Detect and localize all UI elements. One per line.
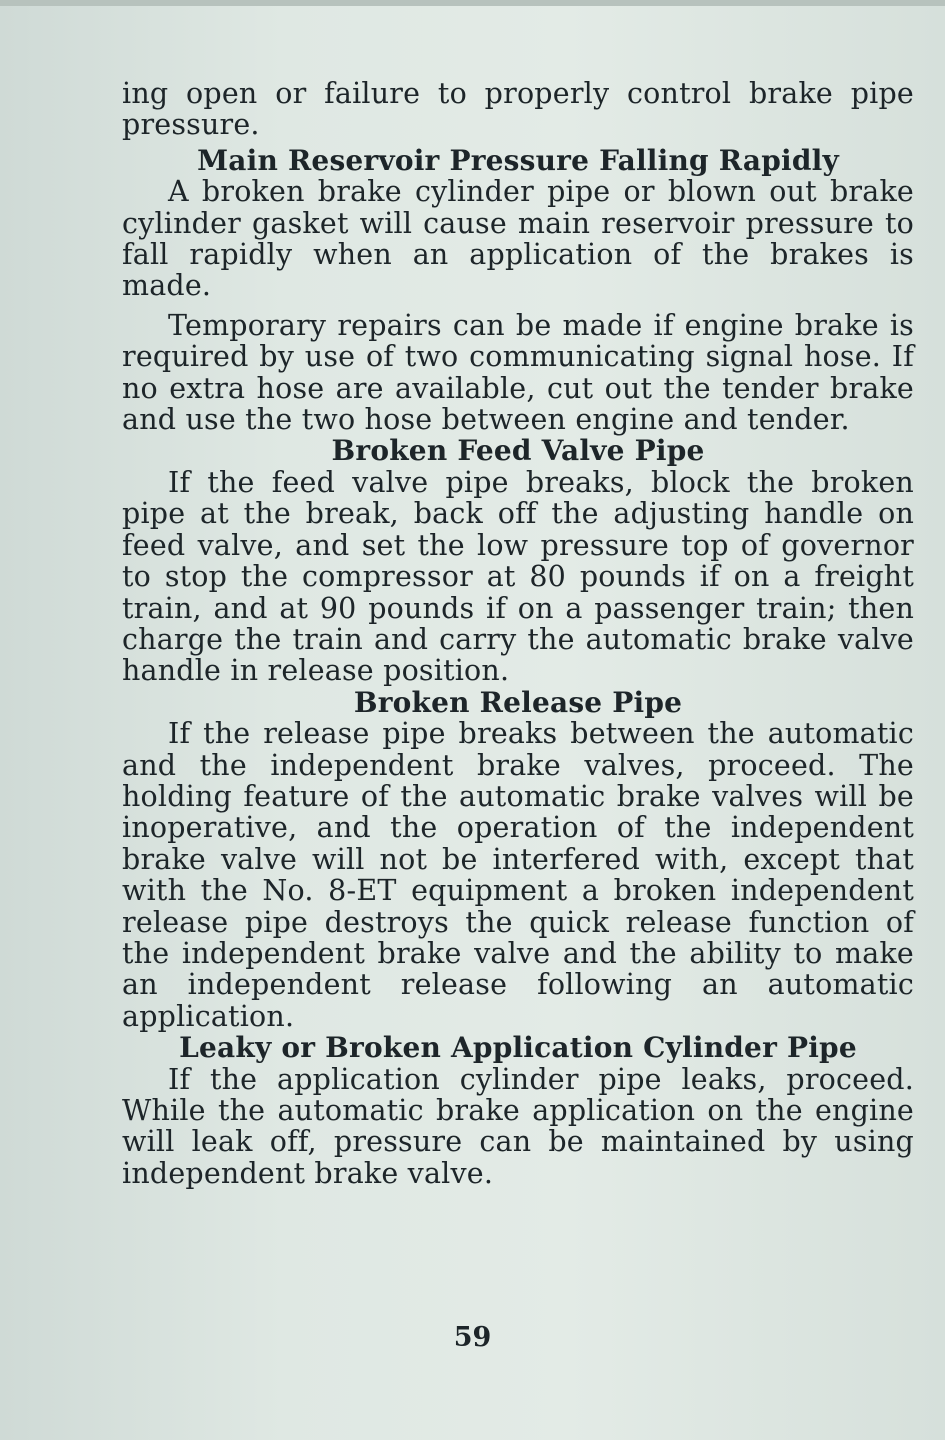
section-heading-main-reservoir: Main Reservoir Pressure Falling Rapidly <box>197 143 839 177</box>
paragraph-release-pipe: If the release pipe breaks between the automatic and the independent brake valves, proceed. The holding feature of the automatic brake valves will be inoperative, and the operation of the independent brake valve will not be interfered with, except that with the No. 8-ET equipment a broken independent release pipe destroys the quick release function of the independent brake valve and the ability to make an independent release following an automatic application. <box>122 717 914 1033</box>
paragraph-feed-valve-pipe: If the feed valve pipe breaks, block the broken pipe at the break, back off the adjusting handle on feed valve, and set the low pressure top of governor to stop the compressor at 80 pounds if on a freight train, and at 90 pounds if on a passenger train; then charge the train and carry the automatic brake valve handle in release position. <box>122 465 914 688</box>
page-number: 59 <box>453 1322 492 1353</box>
section-heading-application-cylinder-pipe: Leaky or Broken Application Cylinder Pipe <box>179 1031 857 1065</box>
paragraph-main-reservoir-1: A broken brake cylinder pipe or blown out brake cylinder gasket will cause main reservoir pressure to fall rapidly when an application of the brakes is made. <box>122 175 914 303</box>
paragraph-main-reservoir-2: Temporary repairs can be made if engine brake is required by use of two communicating signal hose. If no extra hose are available, cut out the tender brake and use the two hose between engine and tender. <box>122 308 914 437</box>
section-heading-feed-valve-pipe: Broken Feed Valve Pipe <box>331 434 705 468</box>
page-top-edge <box>0 0 945 6</box>
opening-paragraph: ing open or failure to properly control brake pipe pressure. <box>122 77 914 142</box>
section-heading-release-pipe: Broken Release Pipe <box>353 685 683 719</box>
page-text <box>122 78 914 1189</box>
paragraph-application-cylinder-pipe: If the application cylinder pipe leaks, proceed. While the automatic brake application on the engine will leak off, pressure can be maintained by using independent brake valve. <box>122 1062 914 1190</box>
